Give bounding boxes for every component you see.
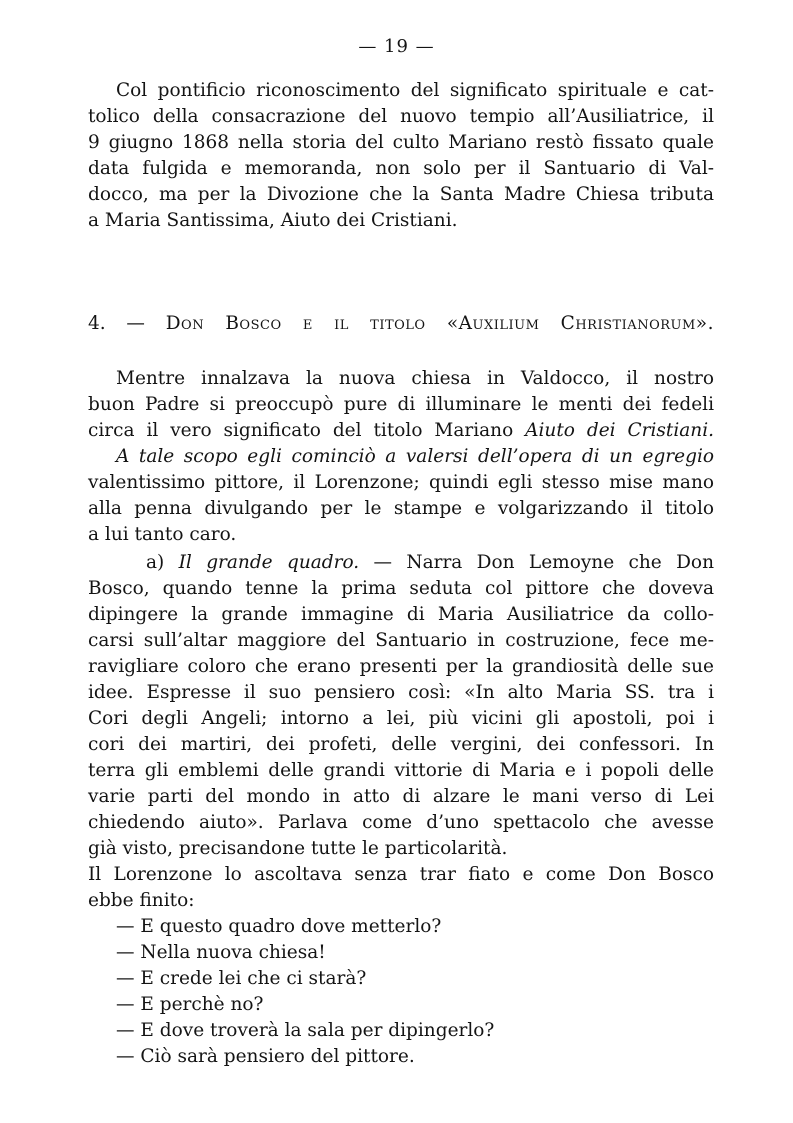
dialogue-line: — Nella nuova chiesa! bbox=[116, 942, 326, 963]
text-line: carsi sull’altar maggiore del Santuario in costruzione, fece me- bbox=[88, 630, 714, 651]
text-line: alla penna divulgando per le stampe e volgarizzando il titolo bbox=[88, 498, 714, 519]
text-line: ravigliare coloro che erano presenti per la grandiosità delle sue bbox=[88, 656, 714, 677]
text-line: 9 giugno 1868 nella storia del culto Mariano restò fissato quale bbox=[88, 132, 714, 153]
text-line: docco, ma per la Divozione che la Santa Madre Chiesa tributa bbox=[88, 184, 714, 205]
dialogue-line: — E crede lei che ci starà? bbox=[116, 968, 367, 989]
italic-title: Aiuto dei Cristiani. bbox=[525, 420, 714, 441]
text-line: Col pontificio riconoscimento del significato spirituale e cat- bbox=[116, 80, 714, 101]
text-line: tolico della consacrazione del nuovo tempio all’Ausiliatrice, il bbox=[88, 106, 714, 127]
text-line-italic: A tale scopo egli cominciò a valersi dell’opera di un egregio bbox=[116, 446, 714, 467]
dialogue-line: — Ciò sarà pensiero del pittore. bbox=[116, 1046, 415, 1067]
text-line bbox=[146, 550, 714, 576]
text-line: dipingere la grande immagine di Maria Ausiliatrice da collo- bbox=[88, 604, 714, 625]
text-span: — Narra Don Lemoyne che Don bbox=[359, 552, 714, 573]
page-number: — 19 — bbox=[358, 36, 435, 57]
text-line: varie parti del mondo in atto di alzare le mani verso di Lei bbox=[88, 786, 714, 807]
text-line: ebbe finito: bbox=[88, 890, 195, 911]
section-title: Don Bosco e il titolo «Auxilium Christianorum». bbox=[165, 313, 714, 334]
section-heading bbox=[88, 311, 714, 337]
dialogue-line: — E questo quadro dove metterlo? bbox=[116, 916, 442, 937]
text-line: a lui tanto caro. bbox=[88, 524, 237, 545]
dialogue-line: — E perchè no? bbox=[116, 994, 264, 1015]
subsection-title: Il grande quadro. bbox=[178, 552, 360, 573]
text-line: cori dei martiri, dei profeti, delle vergini, dei confessori. In bbox=[88, 734, 714, 755]
text-span: circa il vero significato del titolo Mariano bbox=[88, 420, 526, 441]
text-line: a Maria Santissima, Aiuto dei Cristiani. bbox=[88, 210, 458, 231]
subsection-marker: a) bbox=[146, 552, 179, 573]
text-line: Bosco, quando tenne la prima seduta col pittore che doveva bbox=[88, 578, 714, 599]
text-line: data fulgida e memoranda, non solo per il Santuario di Val- bbox=[88, 158, 714, 179]
text-line: valentissimo pittore, il Lorenzone; quindi egli stesso mise mano bbox=[88, 472, 714, 493]
text-line: idee. Espresse il suo pensiero così: «In alto Maria SS. tra i bbox=[88, 682, 714, 703]
section-number: 4. — bbox=[88, 313, 145, 334]
text-line: Cori degli Angeli; intorno a lei, più vicini gli apostoli, poi i bbox=[88, 708, 714, 729]
text-line: terra gli emblemi delle grandi vittorie di Maria e i popoli delle bbox=[88, 760, 714, 781]
text-line: Mentre innalzava la nuova chiesa in Valdocco, il nostro bbox=[116, 368, 714, 389]
text-line: buon Padre si preoccupò pure di illuminare le menti dei fedeli bbox=[88, 394, 714, 415]
text-line: Il Lorenzone lo ascoltava senza trar fiato e come Don Bosco bbox=[88, 864, 714, 885]
text-line: chiedendo aiuto». Parlava come d’uno spettacolo che avesse bbox=[88, 812, 714, 833]
text-line bbox=[88, 418, 714, 444]
dialogue-line: — E dove troverà la sala per dipingerlo? bbox=[116, 1020, 495, 1041]
text-line: già visto, precisandone tutte le particolarità. bbox=[88, 838, 508, 859]
